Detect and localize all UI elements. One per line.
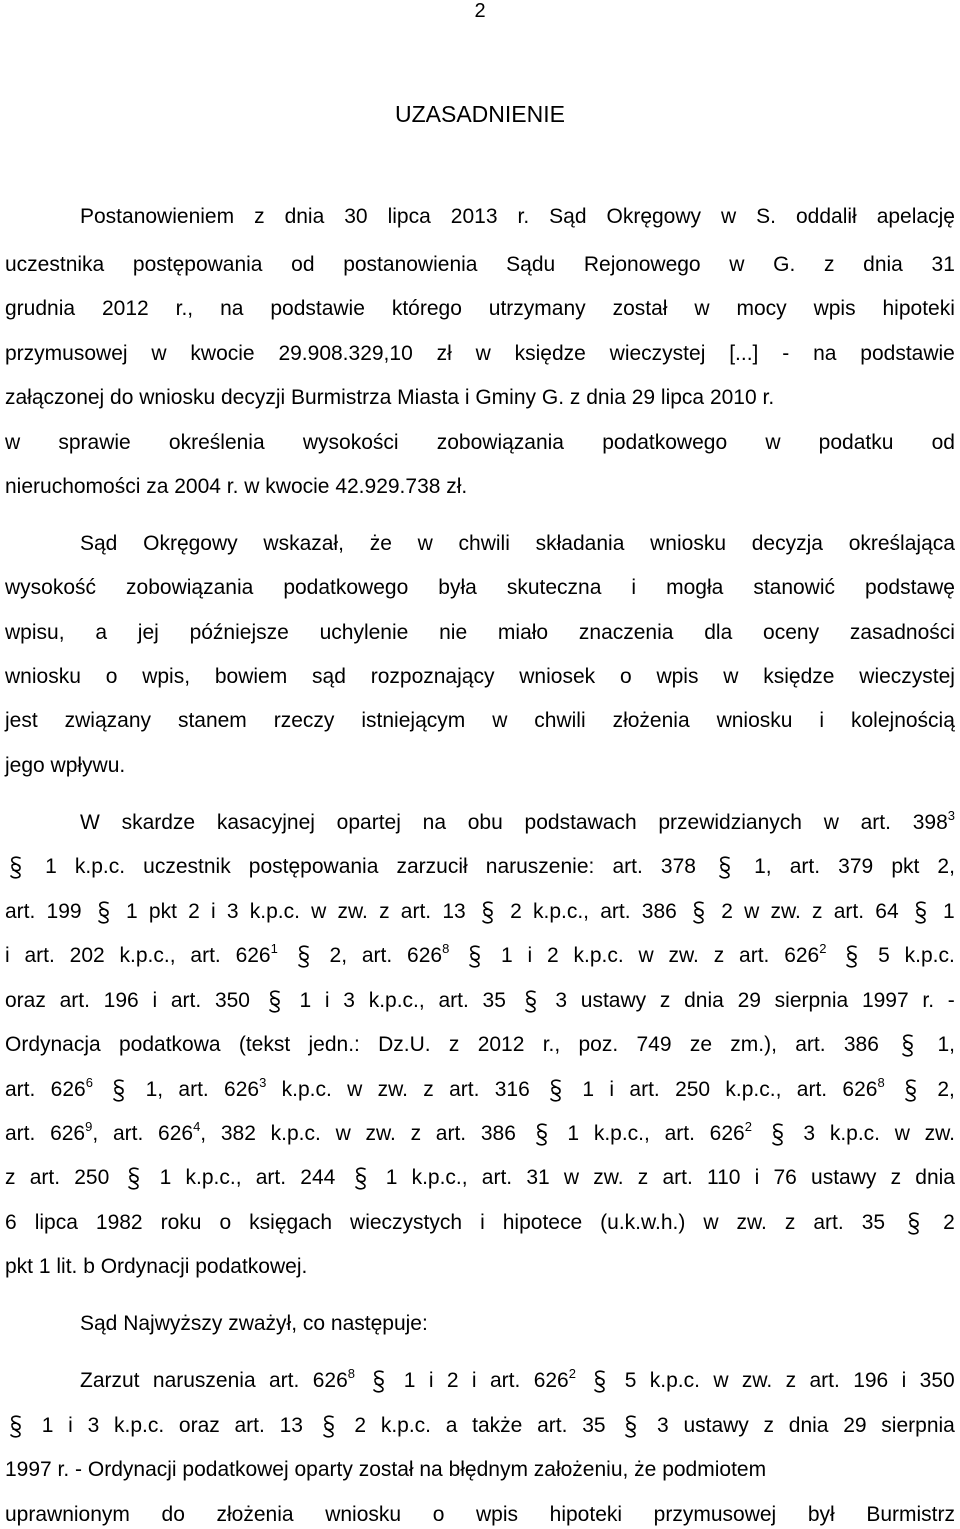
section-sign-icon [318,1413,340,1439]
text-line: przymusowej w kwocie 29.908.329,10 zł w księdze wieczystej [...] - na podstawie [5,342,955,365]
text-line: grudnia 2012 r., na podstawie którego utrzymany został w mocy wpis hipoteki [5,297,955,320]
text-line: uprawnionym do złożenia wniosku o wpis hipoteki przymusowej był Burmistrz [5,1503,955,1526]
superscript: 2 [819,941,827,956]
text-line: Sąd Najwyższy zważył, co następuje: [80,1312,428,1335]
section-sign-icon [350,1165,372,1191]
section-sign-icon [910,899,932,925]
text-line: 1 k.p.c. uczestnik postępowania zarzucił naruszenie: art. 378 1, art. 379 pkt 2, [5,854,955,880]
text-line: wysokość zobowiązania podatkowego była skuteczna i mogła stanowić podstawę [5,576,955,599]
section-sign-icon [123,1165,145,1191]
text-line: jest związany stanem rzeczy istniejącym w chwili złożenia wniosku i kolejnością [5,709,955,732]
section-sign-icon [93,899,115,925]
section-sign-icon [688,899,710,925]
superscript: 2 [568,1366,576,1381]
superscript: 1 [270,941,278,956]
text-line: 1997 r. - Ordynacji podatkowej oparty został na błędnym założeniu, że podmiotem [5,1458,767,1481]
section-sign-icon [264,988,286,1014]
section-sign-icon [368,1368,390,1394]
superscript: 3 [259,1075,267,1090]
section-sign-icon [464,943,486,969]
text-line: art. 199 1 pkt 2 i 3 k.p.c. w zw. z art. 13 2 k.p.c., art. 386 2 w zw. z art. 64 1 [5,899,955,925]
text-line: pkt 1 lit. b Ordynacji podatkowej. [5,1255,308,1278]
section-sign-icon [714,854,736,880]
section-sign-icon [545,1077,567,1103]
text-line: wpisu, a jej późniejsze uchylenie nie miało znaczenia dla oceny zasadności [5,621,955,644]
text-line: Zarzut naruszenia art. $626^8$ 1 i 2 i art. $626^2$ 5 k.p.c. w zw. z art. 196 i 350 [80,1368,955,1394]
text-line: jego wpływu. [5,754,126,777]
text-line: Ordynacja podatkowa (tekst jedn.: Dz.U. z 2012 r., poz. 749 ze zm.), art. 386 1, [5,1032,955,1058]
section-sign-icon [293,943,315,969]
text-line: nieruchomości za 2004 r. w kwocie 42.929.738 zł. [5,475,468,498]
text-line: wniosku o wpis, bowiem sąd rozpoznający wniosek o wpis w księdze wieczystej [5,665,955,688]
text-line: w sprawie określenia wysokości zobowiązania podatkowego w podatku od [5,431,955,454]
section-sign-icon [841,943,863,969]
superscript: 8 [877,1075,885,1090]
text-line: uczestnika postępowania od postanowienia Sądu Rejonowego w G. z dnia 31 [5,253,955,276]
text-line: Postanowieniem z dnia 30 lipca 2013 r. Sąd Okręgowy w S. oddalił apelację [80,205,955,228]
section-sign-icon [589,1368,611,1394]
superscript: 3 [947,808,955,823]
section-sign-icon [108,1077,130,1103]
superscript: 4 [193,1119,201,1134]
page-number: 2 [474,0,486,22]
section-sign-icon [5,854,27,880]
superscript: 2 [744,1119,752,1134]
text-line: załączonej do wniosku decyzji Burmistrza Miasta i Gminy G. z dnia 29 lipca 2010 r. [5,386,775,409]
section-sign-icon [897,1032,919,1058]
text-line: W skardze kasacyjnej opartej na obu podstawach przewidzianych w art. $398^3$ [80,808,955,834]
section-sign-icon [767,1121,789,1147]
text-line: art. $626^6$ 1, art. $626^3$ k.p.c. w zw. z art. 316 1 i art. 250 k.p.c., art. $626^8$ 2, [5,1077,955,1103]
text-line: z art. 250 1 k.p.c., art. 244 1 k.p.c., art. 31 w zw. z art. 110 i 76 ustawy z dnia [5,1165,955,1191]
text-line: 1 i 3 k.p.c. oraz art. 13 2 k.p.c. a także art. 35 3 ustawy z dnia 29 sierpnia [5,1413,955,1439]
section-sign-icon [531,1121,553,1147]
text-line: 6 lipca 1982 roku o księgach wieczystych i hipotece (u.k.w.h.) w zw. z art. 35 2 [5,1210,955,1236]
section-sign-icon [620,1413,642,1439]
text-line: Sąd Okręgowy wskazał, że w chwili składania wniosku decyzja określająca [80,532,955,555]
superscript: 8 [442,941,450,956]
section-sign-icon [520,988,542,1014]
superscript: 9 [85,1119,93,1134]
section-sign-icon [477,899,499,925]
text-line: art. $626^9$, art. $626^4$, 382 k.p.c. w zw. z art. 386 1 k.p.c., art. $626^2$ 3 k.p.c. w zw. [5,1121,955,1147]
section-sign-icon [900,1077,922,1103]
text-line: oraz art. 196 i art. 350 1 i 3 k.p.c., art. 35 3 ustawy z dnia 29 sierpnia 1997 r. - [5,988,955,1014]
text-line: i art. 202 k.p.c., art. $626^1$ 2, art. $626^8$ 1 i 2 k.p.c. w zw. z art. $626^2$ 5 k.p.c. [5,943,955,969]
section-sign-icon [5,1413,27,1439]
superscript: 8 [347,1366,355,1381]
section-sign-icon [903,1210,925,1236]
superscript: 6 [85,1075,93,1090]
document-heading: UZASADNIENIE [395,101,565,127]
